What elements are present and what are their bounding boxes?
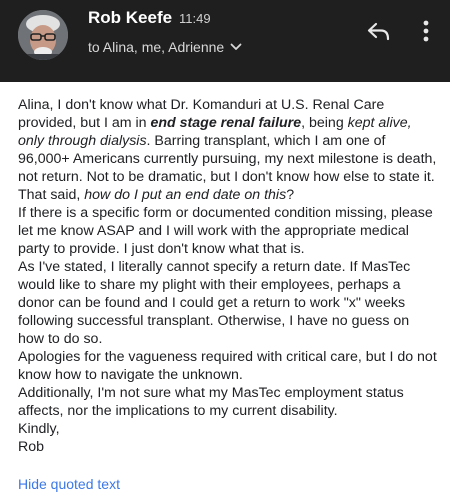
sender-avatar[interactable] [18,10,68,60]
message-header [0,0,450,82]
more-options-button[interactable] [414,16,438,46]
chevron-down-icon [230,43,242,51]
avatar-photo [18,10,68,60]
body-text-segment: , being [301,115,348,131]
body-paragraph-4: Apologies for the vagueness required with critical care, but I do not know how to navigate the unknown. [18,349,437,383]
body-text-segment: . Barring transplant, which I am one of 96,000+ Americans currently pursuing, my next milestone is death, not return. Not to be dramatic, but I don't know how else to state it. That said, [18,133,437,203]
send-time: 11:49 [179,11,211,26]
body-paragraph-1 [18,96,438,204]
reply-icon [367,21,391,41]
closing-line: Kindly, [18,421,60,437]
sender-name[interactable]: Rob Keefe [88,8,173,27]
reply-button[interactable] [364,18,394,44]
body-text-segment: Alina, I don't know what Dr. Komanduri at U.S. Renal Care provided, but I am in [18,97,385,131]
body-paragraph-5: Additionally, I'm not sure what my MasTec employment status affects, nor the implications to my current disability. [18,385,404,419]
emphasis-question: how do I put an end date on this [84,187,287,203]
recipients-label: to Alina, me, Adrienne [88,39,225,55]
signature: Rob [18,439,45,455]
body-paragraph-2: If there is a specific form or documented condition missing, please let me know ASAP and I will work with the appropriate medical party to provide. I just don't know what that is. [18,205,433,257]
body-paragraph-3: As I've stated, I literally cannot specify a return date. If MasTec would like to share my plight with their employees, perhaps a donor can be found and I could get a return to work "x" weeks following successful transplant. Otherwise, I have no guess on how to do so. [18,259,411,347]
body-text-segment: ? [286,187,295,203]
recipients-toggle[interactable] [88,36,242,58]
emphasis-dialysis: kept alive, only through dialysis [18,115,412,149]
emphasis-diagnosis: end stage renal failure [150,115,302,131]
message-body [18,96,438,456]
more-vert-icon [423,20,429,42]
hide-quoted-text-link[interactable]: Hide quoted text [18,476,120,492]
